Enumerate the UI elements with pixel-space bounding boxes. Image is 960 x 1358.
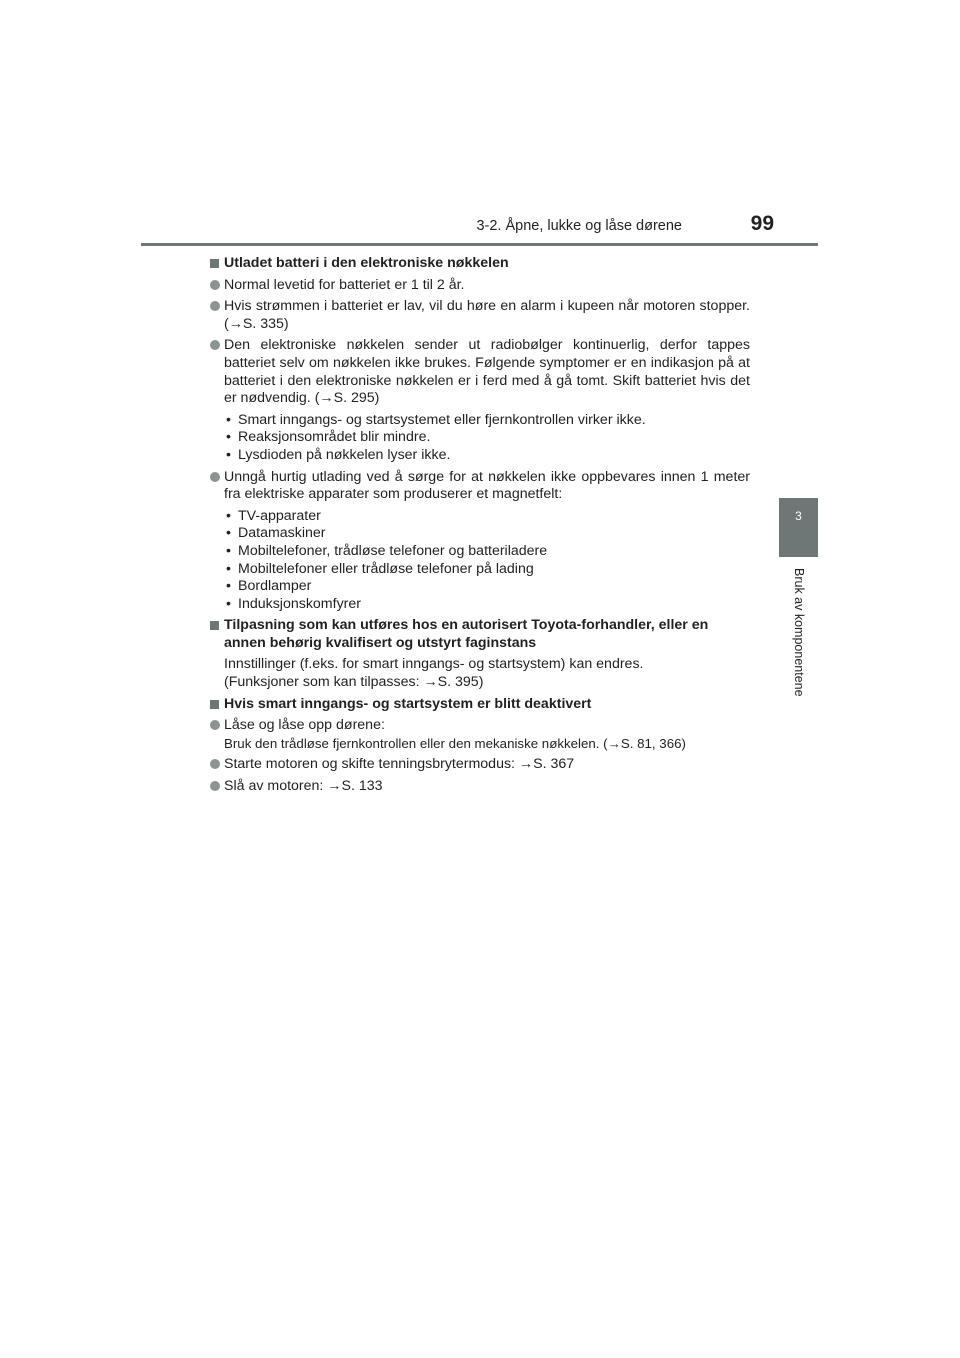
section-heading-text: Utladet batteri i den elektroniske nøkkelen [224,255,509,271]
bullet-paragraph [210,298,750,333]
device-list [224,508,750,614]
bullet-detail: Bruk den trådløse fjernkontrollen eller den mekaniske nøkkelen. (→S. 81, 366) [224,735,686,751]
chapter-side-label: Bruk av komponentene [792,568,806,697]
bullet-paragraph [210,277,750,295]
bullet-text: Hvis strømmen i batteriet er lav, vil du høre en alarm i kupeen når motoren stopper. (→S. 335) [224,298,750,332]
list-item: • Lysdioden på nøkkelen lyser ikke. [224,447,750,465]
bullet-text: Normal levetid for batteriet er 1 til 2 år. [224,276,465,293]
bullet-paragraph [210,756,750,774]
section-battery [210,255,750,613]
section-heading-text: Hvis smart inngangs- og startsystem er blitt deaktivert [224,695,592,712]
header-rule [141,243,818,246]
bullet-text: Unngå hurtig utlading ved å sørge for at nøkkelen ikke oppbevares innen 1 meter fra elektriske apparater som produserer et magnetfelt: [224,468,750,503]
section-heading [210,617,750,652]
section-deactivated [210,696,750,796]
square-bullet-icon [210,621,219,630]
bullet-paragraph [210,778,750,796]
list-item: • Mobiltelefoner eller trådløse telefoner på lading [224,561,750,579]
bullet-paragraph [210,469,750,504]
list-item: • Mobiltelefoner, trådløse telefoner og batteriladere [224,543,750,561]
list-item: • Induksjonskomfyrer [224,596,750,614]
section-customization [210,617,750,691]
list-item: • Datamaskiner [224,525,750,543]
section-body [210,656,750,691]
square-bullet-icon [210,700,219,709]
list-item: • TV-apparater [224,508,750,526]
chapter-tab-number: 3 [795,509,802,523]
bullet-text: Starte motoren og skifte tenningsbrytermodus: →S. 367 [224,756,575,773]
body-line: Innstillinger (f.eks. for smart inngangs- og startsystem) kan endres. [224,656,644,673]
round-bullet-icon [210,759,220,769]
header-title: 3-2. Åpne, lukke og låse dørene [476,218,682,234]
round-bullet-icon [210,781,220,791]
section-heading [210,696,750,714]
section-heading [210,255,750,273]
main-content [210,255,750,800]
round-bullet-icon [210,472,220,482]
bullet-paragraph [210,337,750,407]
bullet-text: Slå av motoren: →S. 133 [224,778,383,795]
body-line: (Funksjoner som kan tilpasses: →S. 395) [224,674,484,691]
bullet-text: Låse og låse opp dørene: [224,717,385,734]
chapter-tab [779,498,818,557]
round-bullet-icon [210,340,220,350]
round-bullet-icon [210,720,220,730]
round-bullet-icon [210,301,220,311]
square-bullet-icon [210,259,219,268]
page-number: 99 [750,212,774,235]
round-bullet-icon [210,280,220,290]
list-item: • Smart inngangs- og startsystemet eller fjernkontrollen virker ikke. [224,412,750,430]
symptom-list [224,412,750,465]
section-heading-text: Tilpasning som kan utføres hos en autorisert Toyota-forhandler, eller en annen behørig kvalifisert og utstyrt faginstans [224,617,709,651]
bullet-paragraph [210,717,750,752]
list-item: • Bordlamper [224,578,750,596]
list-item: • Reaksjonsområdet blir mindre. [224,429,750,447]
bullet-text: Den elektroniske nøkkelen sender ut radiobølger kontinuerlig, derfor tappes batteriet selv om nøkkelen ikke brukes. Følgende symptomer er en indikasjon på at batteriet i den elektroniske nøkkelen er i ferd med å gå tomt. Skift batteriet hvis det er nødvendig. (→S. 295) [224,337,750,407]
